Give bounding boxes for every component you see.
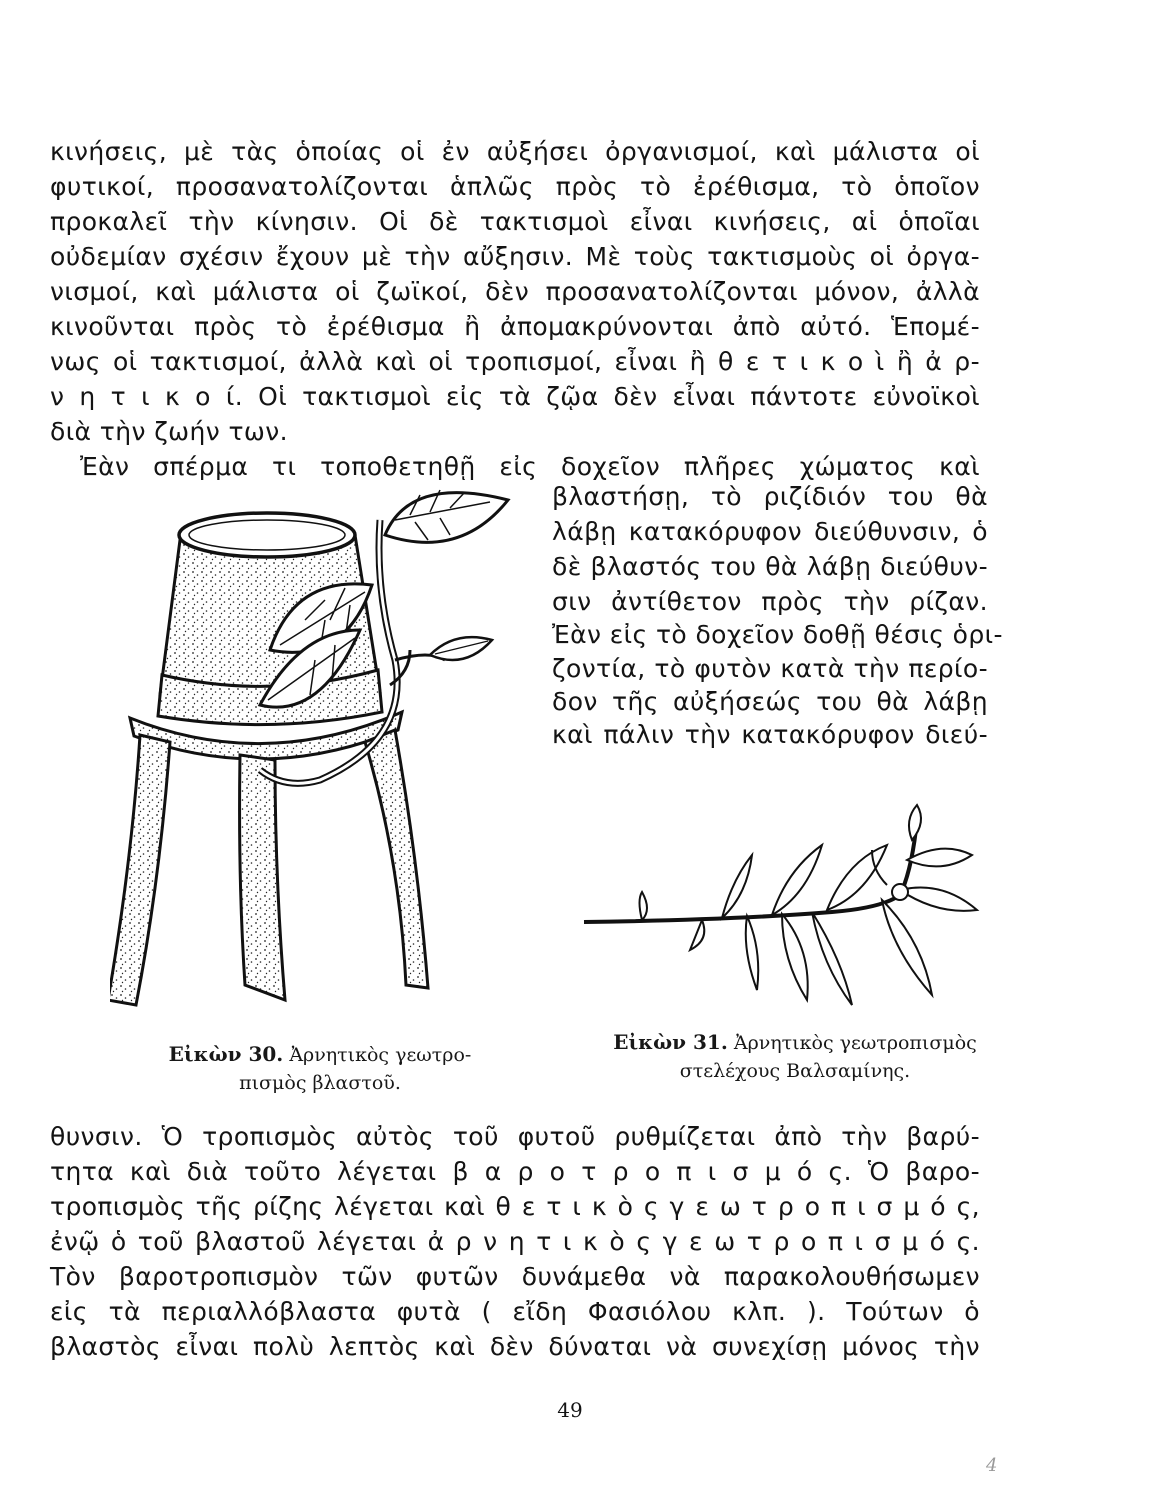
text-line: φυτικοί, προσανατολίζονται ἁπλῶς πρὸς τὸ ἐρέθισμα, τὸ ὁποῖον xyxy=(50,172,980,201)
text-line: ν η τ ι κ ο ί. Οἱ τακτισμοὶ εἰς τὰ ζῷα δὲν εἶναι πάντοτε εὐνοϊκοὶ xyxy=(50,382,980,411)
figure-label: Εἰκὼν 31. xyxy=(613,1030,728,1054)
caption-text: στελέχους Βαλσαμίνης. xyxy=(679,1060,911,1082)
text-line: τητα καὶ διὰ τοῦτο λέγεται β α ρ ο τ ρ ο π ι σ μ ό ς. Ὁ βαρο- xyxy=(50,1157,980,1186)
column-text-line: βλαστήσῃ, τὸ ριζίδιόν του θὰ xyxy=(552,482,988,511)
column-text-line: δον τῆς αὐξήσεώς του θὰ λάβῃ xyxy=(552,687,988,716)
text-line: εἰς τὰ περιαλλόβλαστα φυτὰ ( εἴδη Φασιόλου κλπ. ). Τούτων ὁ xyxy=(50,1297,980,1326)
figure-31-balsam-illustration xyxy=(582,800,1002,1020)
text-line: κινοῦνται πρὸς τὸ ἐρέθισμα ἢ ἀπομακρύνονται ἀπὸ αὐτό. Ἑπομέ- xyxy=(50,312,980,341)
caption-text: Ἀρνητικὸς γεωτροπισμὸς xyxy=(733,1032,977,1054)
page-number: 49 xyxy=(557,1398,583,1422)
text-line: διὰ τὴν ζωήν των. xyxy=(50,417,288,446)
text-line: προκαλεῖ τὴν κίνησιν. Οἱ δὲ τακτισμοὶ εἶναι κινήσεις, αἱ ὁποῖαι xyxy=(50,207,980,236)
column-text-line: σιν ἀντίθετον πρὸς τὴν ρίζαν. xyxy=(552,587,988,616)
figure-label: Εἰκὼν 30. xyxy=(168,1042,284,1066)
column-text-line: λάβῃ κατακόρυφον διεύθυνσιν, ὁ xyxy=(552,517,988,546)
corner-mark: 4 xyxy=(986,1455,998,1476)
column-text-line: ζοντία, τὸ φυτὸν κατὰ τὴν περίο- xyxy=(552,654,988,683)
caption-text: Ἀρνητικὸς γεωτρο- xyxy=(289,1044,472,1066)
figure-30-pot-illustration xyxy=(110,480,530,1040)
figure-31-caption xyxy=(575,1028,1015,1085)
text-line: οὐδεμίαν σχέσιν ἔχουν μὲ τὴν αὔξησιν. Μὲ τοὺς τακτισμοὺς οἱ ὀργα- xyxy=(50,242,980,271)
text-line: Τὸν βαροτροπισμὸν τῶν φυτῶν δυνάμεθα νὰ παρακολουθήσωμεν xyxy=(50,1262,980,1291)
figure-30-caption xyxy=(110,1040,530,1097)
column-text-line: Ἐὰν εἰς τὸ δοχεῖον δοθῇ θέσις ὁρι- xyxy=(552,620,1003,649)
text-line: νως οἱ τακτισμοί, ἀλλὰ καὶ οἱ τροπισμοί, εἶναι ἢ θ ε τ ι κ ο ὶ ἢ ἀ ρ- xyxy=(50,347,980,376)
text-line: ἐνῷ ὁ τοῦ βλαστοῦ λέγεται ἀ ρ ν η τ ι κ ὸ ς γ ε ω τ ρ ο π ι σ μ ό ς. xyxy=(50,1227,980,1256)
text-line: βλαστὸς εἶναι πολὺ λεπτὸς καὶ δὲν δύναται νὰ συνεχίσῃ μόνος τὴν xyxy=(50,1332,980,1361)
text-line: νισμοί, καὶ μάλιστα οἱ ζωϊκοί, δὲν προσανατολίζονται μόνον, ἀλλὰ xyxy=(50,277,980,306)
text-line: Ἐὰν σπέρμα τι τοποθετηθῇ εἰς δοχεῖον πλῆρες χώματος καὶ xyxy=(80,452,980,481)
caption-text: πισμὸς βλαστοῦ. xyxy=(239,1072,401,1094)
text-line: κινήσεις, μὲ τὰς ὁποίας οἱ ἐν αὐξήσει ὀργανισμοί, καὶ μάλιστα οἱ xyxy=(50,137,980,166)
text-line: τροπισμὸς τῆς ρίζης λέγεται καὶ θ ε τ ι κ ὸ ς γ ε ω τ ρ ο π ι σ μ ό ς, xyxy=(50,1192,980,1221)
column-text-line: δὲ βλαστός του θὰ λάβῃ διεύθυν- xyxy=(552,552,988,581)
text-line: θυνσιν. Ὁ τροπισμὸς αὐτὸς τοῦ φυτοῦ ρυθμίζεται ἀπὸ τὴν βαρύ- xyxy=(50,1122,980,1151)
column-text-line: καὶ πάλιν τὴν κατακόρυφον διεύ- xyxy=(552,720,988,749)
